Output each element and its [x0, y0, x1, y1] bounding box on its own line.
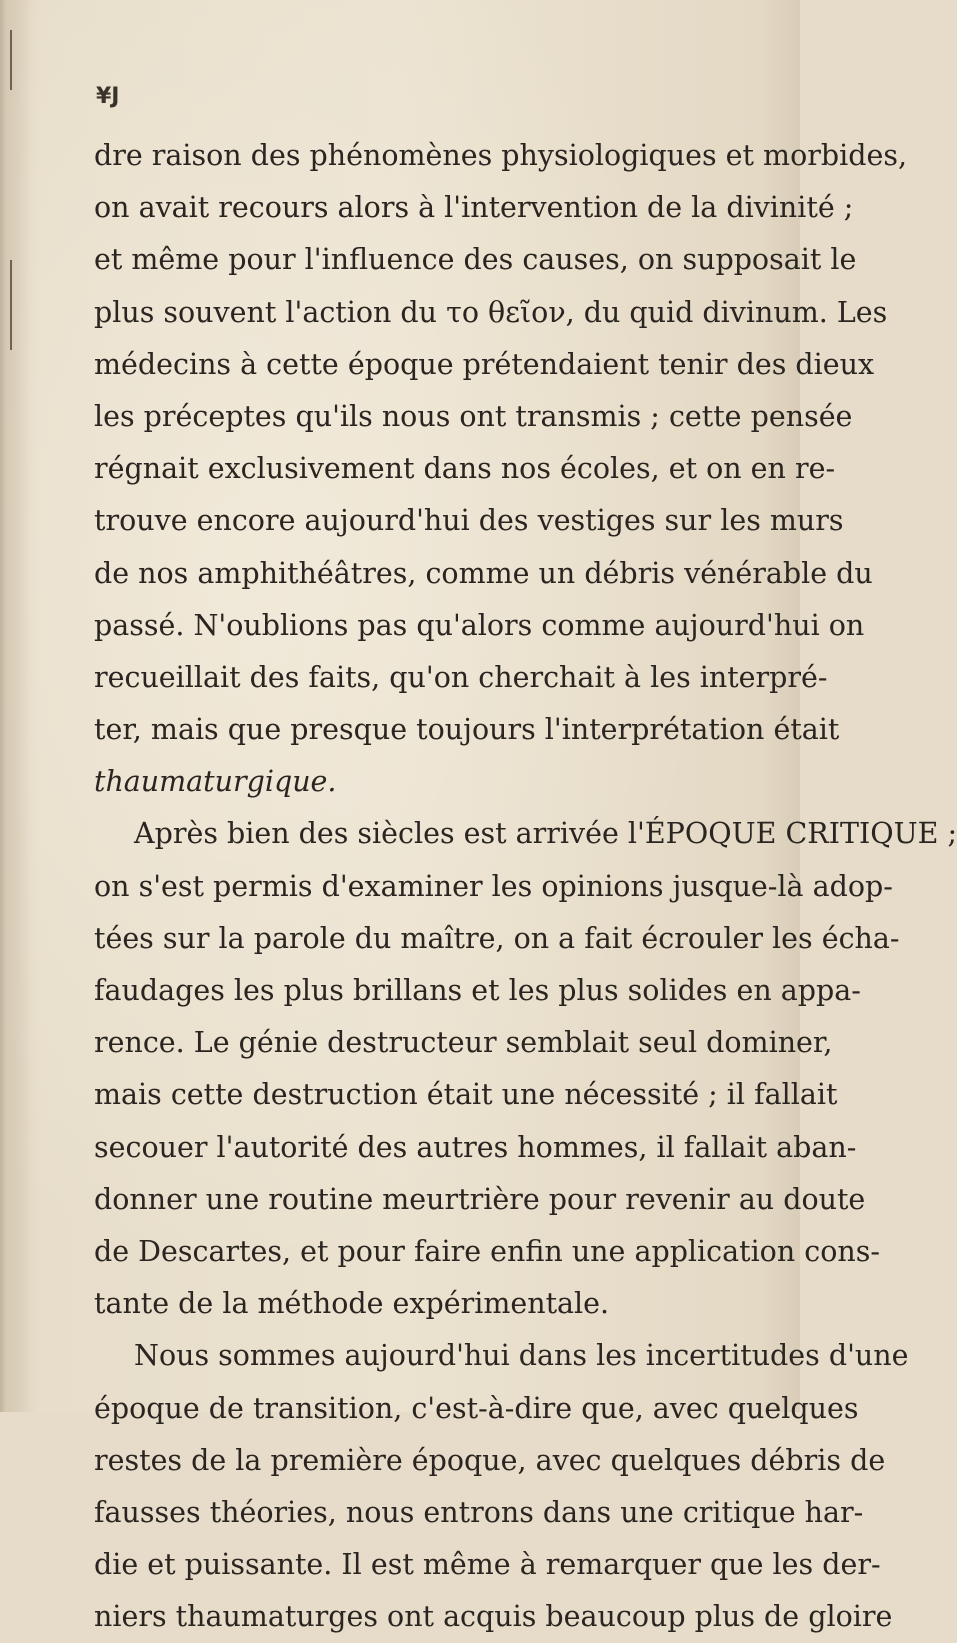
- text-line: trouve encore aujourd'hui des vestiges sur les murs: [94, 504, 844, 538]
- text-line: rence. Le génie destructeur semblait seul dominer,: [94, 1026, 833, 1060]
- text-line: niers thaumaturges ont acquis beaucoup plus de gloire: [94, 1600, 893, 1634]
- text-line: et même pour l'influence des causes, on supposait le: [94, 243, 857, 277]
- text-line: die et puissante. Il est même à remarquer que les der-: [94, 1548, 881, 1582]
- text-line: tante de la méthode expérimentale.: [94, 1287, 610, 1321]
- text-line: Après bien des siècles est arrivée l'ÉPOQUE CRITIQUE ;: [134, 817, 957, 851]
- text-line: recueillait des faits, qu'on cherchait à les interpré-: [94, 660, 828, 694]
- text-line: médecins à cette époque prétendaient tenir des dieux: [94, 347, 875, 381]
- edge-line: [10, 260, 12, 350]
- body-text: [94, 130, 957, 1643]
- text-line: mais cette destruction était une nécessité ; il fallait: [94, 1078, 838, 1112]
- top-mark: ¥J: [96, 84, 120, 109]
- text-line: on avait recours alors à l'intervention de la divinité ;: [94, 191, 854, 225]
- text-line: restes de la première époque, avec quelques débris de: [94, 1443, 886, 1477]
- text-line: plus souvent l'action du το θεῖον, du quid divinum. Les: [94, 295, 888, 329]
- text-line: tées sur la parole du maître, on a fait écrouler les écha-: [94, 921, 900, 955]
- text-line: les préceptes qu'ils nous ont transmis ; cette pensée: [94, 399, 853, 433]
- text-line: Nous sommes aujourd'hui dans les incertitudes d'une: [134, 1339, 909, 1373]
- page-binding-edge: [0, 0, 30, 1412]
- text-line: de Descartes, et pour faire enfin une application cons-: [94, 1234, 880, 1268]
- text-line: époque de transition, c'est-à-dire que, avec quelques: [94, 1391, 859, 1425]
- text-line: dre raison des phénomènes physiologiques et morbides,: [94, 139, 908, 172]
- text-line: ter, mais que presque toujours l'interprétation était: [94, 713, 840, 747]
- text-line: on s'est permis d'examiner les opinions jusque-là adop-: [94, 869, 893, 903]
- edge-line: [10, 30, 12, 90]
- text-line: régnait exclusivement dans nos écoles, et on en re-: [94, 452, 836, 486]
- text-line: passé. N'oublions pas qu'alors comme aujourd'hui on: [94, 608, 865, 642]
- text-line: donner une routine meurtrière pour revenir au doute: [94, 1182, 866, 1216]
- text-line: de nos amphithéâtres, comme un débris vénérable du: [94, 556, 873, 590]
- text-line: secouer l'autorité des autres hommes, il fallait aban-: [94, 1130, 857, 1164]
- text-line: thaumaturgique.: [94, 765, 337, 799]
- text-line: faudages les plus brillans et les plus solides en appa-: [94, 974, 861, 1007]
- text-line: fausses théories, nous entrons dans une critique har-: [94, 1495, 864, 1529]
